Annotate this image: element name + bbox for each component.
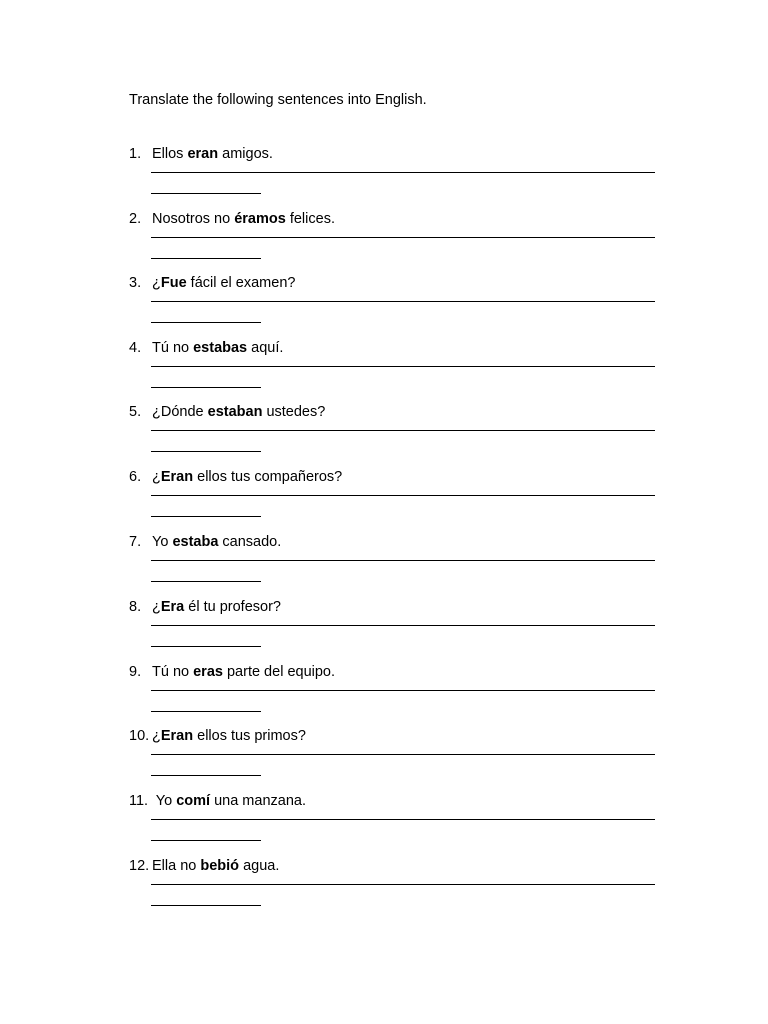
target-verb: Fue (160, 275, 187, 291)
spanish-sentence (152, 857, 279, 875)
exercise-item-9 (129, 663, 659, 727)
sentence-end: fácil el examen? (186, 275, 296, 291)
spanish-sentence (152, 339, 283, 357)
target-verb: estaban (207, 404, 263, 420)
instructions-text: Translate the following sentences into English. (129, 92, 427, 108)
sentence-end: una manzana. (210, 793, 306, 809)
item-number: 4. (129, 340, 142, 356)
sentence-end: cansado. (218, 534, 282, 550)
answer-line-continuation[interactable] (151, 322, 261, 323)
answer-line[interactable] (151, 690, 655, 691)
answer-line-continuation[interactable] (151, 258, 261, 259)
exercise-item-7 (129, 533, 659, 597)
target-verb: Eran (160, 469, 194, 485)
exercise-item-12 (129, 857, 659, 921)
answer-line[interactable] (151, 754, 655, 755)
sentence-start: Tú no (152, 664, 194, 680)
exercise-item-1 (129, 145, 659, 209)
spanish-sentence (152, 468, 342, 486)
answer-line-continuation[interactable] (151, 581, 261, 582)
answer-line[interactable] (151, 430, 655, 431)
answer-line-continuation[interactable] (151, 646, 261, 647)
answer-line-continuation[interactable] (151, 451, 261, 452)
item-number: 12. (129, 858, 150, 874)
target-verb: Eran (160, 728, 194, 744)
exercise-item-5 (129, 403, 659, 467)
exercise-item-11 (129, 792, 659, 856)
answer-line-continuation[interactable] (151, 840, 261, 841)
sentence-start: Ellos (152, 146, 188, 162)
answer-line[interactable] (151, 884, 655, 885)
answer-line[interactable] (151, 819, 655, 820)
exercise-item-10 (129, 727, 659, 791)
answer-line[interactable] (151, 366, 655, 367)
exercise-item-6 (129, 468, 659, 532)
spanish-sentence (152, 663, 335, 681)
sentence-end: ustedes? (262, 404, 326, 420)
item-number: 6. (129, 469, 142, 485)
sentence-end: ellos tus primos? (193, 728, 306, 744)
sentence-end: él tu profesor? (184, 599, 281, 615)
sentence-end: parte del equipo. (222, 664, 336, 680)
target-verb: eran (187, 146, 219, 162)
spanish-sentence (152, 792, 306, 810)
answer-line[interactable] (151, 237, 655, 238)
spanish-sentence (152, 210, 335, 228)
answer-line-continuation[interactable] (151, 711, 261, 712)
sentence-end: felices. (285, 211, 335, 227)
answer-line-continuation[interactable] (151, 516, 261, 517)
item-number: 5. (129, 404, 142, 420)
target-verb: eras (193, 664, 223, 680)
sentence-start: ¿ (152, 469, 161, 485)
item-number: 10. (129, 728, 150, 744)
sentence-end: agua. (239, 858, 280, 874)
sentence-start: Yo (152, 534, 173, 550)
sentence-start: ¿Dónde (152, 404, 208, 420)
answer-line-continuation[interactable] (151, 905, 261, 906)
sentence-start: Nosotros no (152, 211, 235, 227)
exercise-item-4 (129, 339, 659, 403)
exercise-item-2 (129, 210, 659, 274)
sentence-end: aquí. (247, 340, 284, 356)
sentence-start: ¿ (152, 728, 161, 744)
spanish-sentence (152, 145, 273, 163)
exercise-item-3 (129, 274, 659, 338)
answer-line-continuation[interactable] (151, 193, 261, 194)
spanish-sentence (152, 274, 295, 292)
spanish-sentence (152, 533, 281, 551)
sentence-end: ellos tus compañeros? (193, 469, 343, 485)
target-verb: bebió (200, 858, 240, 874)
answer-line-continuation[interactable] (151, 775, 261, 776)
sentence-start: Ella no (152, 858, 201, 874)
sentence-start: ¿ (152, 599, 161, 615)
spanish-sentence (152, 403, 325, 421)
target-verb: estabas (193, 340, 248, 356)
item-number: 8. (129, 599, 142, 615)
item-number: 3. (129, 275, 142, 291)
item-number: 1. (129, 146, 142, 162)
item-number: 9. (129, 664, 142, 680)
answer-line[interactable] (151, 625, 655, 626)
item-number: 7. (129, 534, 142, 550)
target-verb: éramos (234, 211, 286, 227)
target-verb: comí (176, 793, 211, 809)
sentence-start: ¿ (152, 275, 161, 291)
answer-line[interactable] (151, 172, 655, 173)
answer-line[interactable] (151, 301, 655, 302)
answer-line-continuation[interactable] (151, 387, 261, 388)
item-number: 11. (129, 793, 149, 809)
answer-line[interactable] (151, 495, 655, 496)
target-verb: estaba (172, 534, 219, 550)
sentence-start: Tú no (152, 340, 194, 356)
target-verb: Era (160, 599, 185, 615)
spanish-sentence (152, 727, 306, 745)
spanish-sentence (152, 598, 281, 616)
answer-line[interactable] (151, 560, 655, 561)
sentence-start: Yo (152, 793, 177, 809)
sentence-end: amigos. (218, 146, 273, 162)
exercise-item-8 (129, 598, 659, 662)
item-number: 2. (129, 211, 142, 227)
